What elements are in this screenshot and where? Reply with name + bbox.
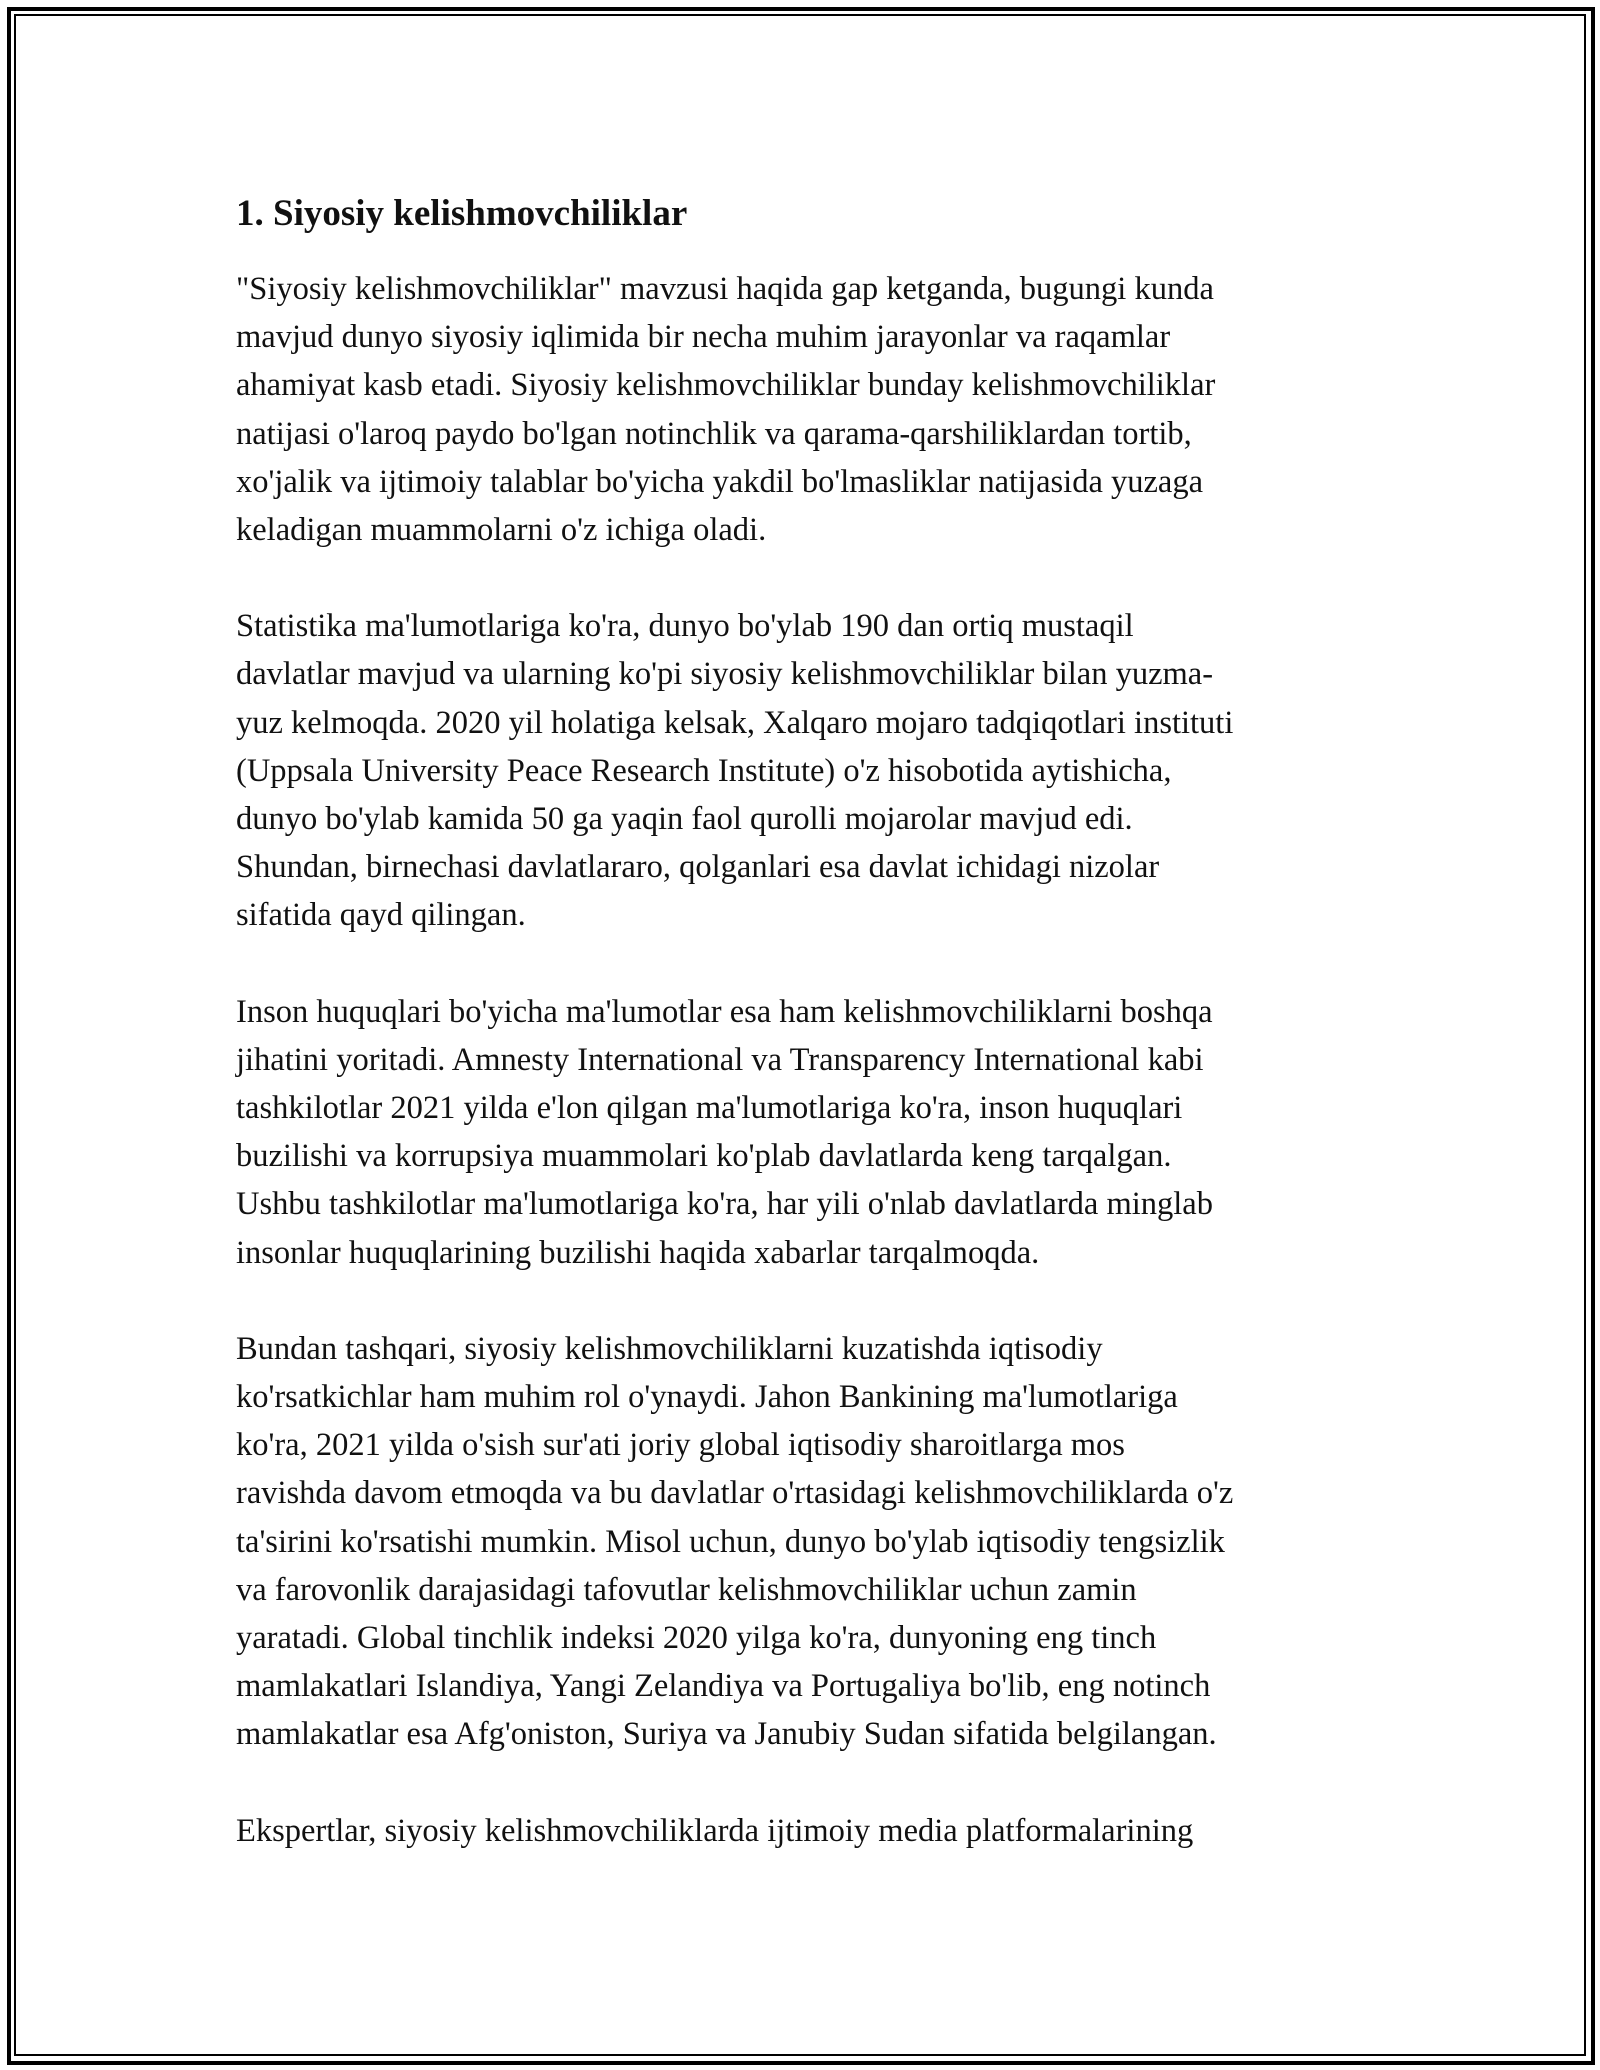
paragraph-experts: Ekspertlar, siyosiy kelishmovchiliklarda ijtimoiy media platformalarining (236, 1812, 1194, 1849)
section-heading: 1. Siyosiy kelishmovchiliklar (236, 193, 688, 234)
document-body (236, 188, 1366, 1903)
paragraph-human-rights: Inson huquqlari bo'yicha ma'lumotlar esa ham kelishmovchiliklarni boshqa jihatini yoritadi. Amnesty International va Transparency International kabi tashkilotlar 2021 yilda e'lon qilgan ma'lumotlariga ko'ra, inson huquqlari buzilishi va korrupsiya muammolari ko'plab davlatlarda keng tarqalgan. Ushbu tashkilotlar ma'lumotlariga ko'ra, har yili o'nlab davlatlarda minglab insonlar huquqlarining buzilishi haqida xabarlar tarqalmoqda. (236, 993, 1213, 1271)
paragraph-intro: "Siyosiy kelishmovchiliklar" mavzusi haqida gap ketganda, bugungi kunda mavjud dunyo siyosiy iqlimida bir necha muhim jarayonlar va raqamlar ahamiyat kasb etadi. Siyosiy kelishmovchiliklar bunday kelishmovchiliklar natijasi o'laroq paydo bo'lgan notinchlik va qarama-qarshiliklardan tortib, xo'jalik va ijtimoiy talablar bo'yicha yakdil bo'lmasliklar natijasida yuzaga keladigan muammolarni o'z ichiga oladi. (236, 271, 1216, 549)
paragraph-statistics: Statistika ma'lumotlariga ko'ra, dunyo bo'ylab 190 dan ortiq mustaqil davlatlar mavjud va ularning ko'pi siyosiy kelishmovchiliklar bilan yuzma- yuz kelmoqda. 2020 yil holatiga kelsak, Xalqaro mojaro tadqiqotlari instituti (Uppsala University Peace Research Institute) o'z hisobotida aytishicha, dunyo bo'ylab kamida 50 ga yaqin faol qurolli mojarolar mavjud edi. Shundan, birnechasi davlatlararo, qolganlari esa davlat ichidagi nizolar sifatida qayd qilingan. (236, 608, 1234, 934)
paragraph-economics: Bundan tashqari, siyosiy kelishmovchiliklarni kuzatishda iqtisodiy ko'rsatkichlar ham muhim rol o'ynaydi. Jahon Bankining ma'lumotlariga ko'ra, 2021 yilda o'sish sur'ati joriy global iqtisodiy sharoitlarga mos ravishda davom etmoqda va bu davlatlar o'rtasidagi kelishmovchiliklarda o'z ta'sirini ko'rsatishi mumkin. Misol uchun, dunyo bo'ylab iqtisodiy tengsizlik va farovonlik darajasidagi tafovutlar kelishmovchiliklar uchun zamin yaratadi. Global tinchlik indeksi 2020 yilga ko'ra, dunyoning eng tinch mamlakatlari Islandiya, Yangi Zelandiya va Portugaliya bo'lib, eng notinch mamlakatlar esa Afg'oniston, Suriya va Janubiy Sudan sifatida belgilangan. (236, 1330, 1234, 1753)
